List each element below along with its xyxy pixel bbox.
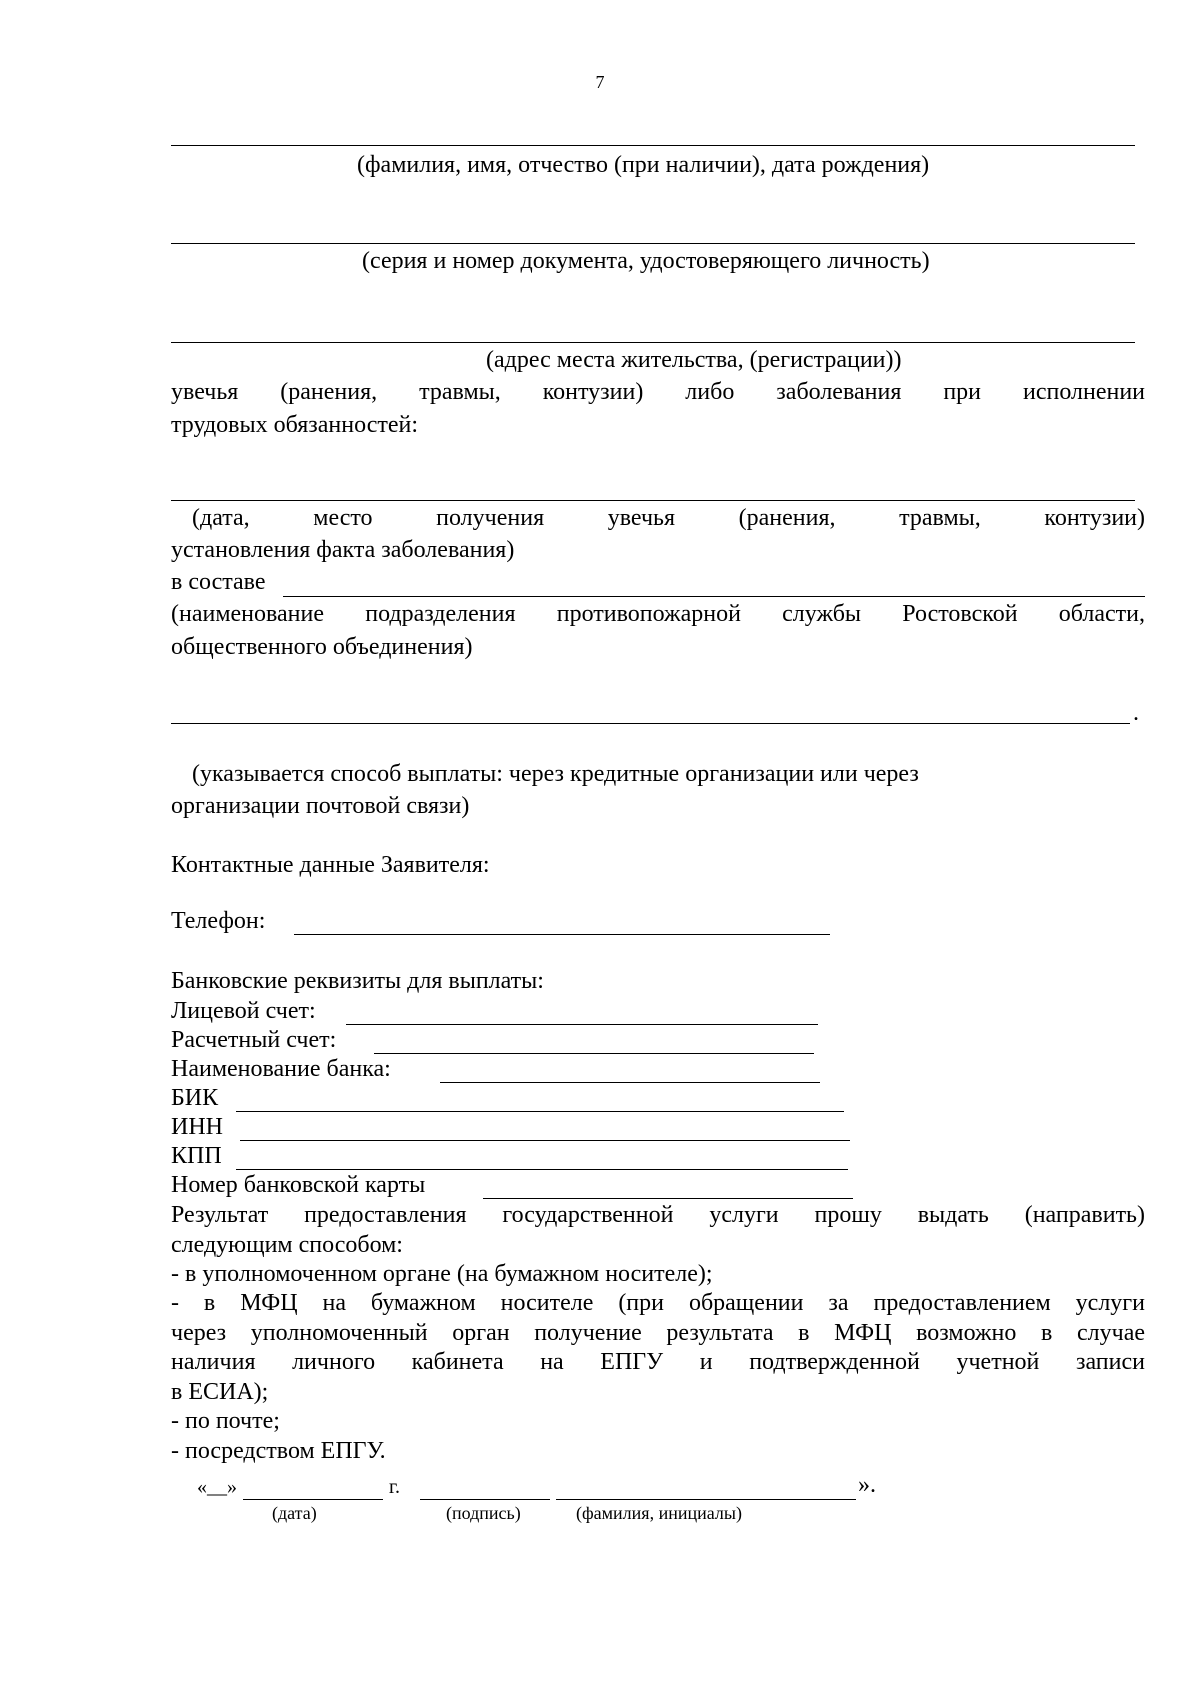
signature-name-label: (фамилия, инициалы)	[576, 1503, 742, 1523]
address-caption: (адрес места жительства, (регистрации))	[486, 347, 902, 373]
kpp-line[interactable]	[236, 1169, 848, 1170]
signature-name-line[interactable]	[556, 1499, 856, 1500]
signature-close-quote: ».	[858, 1472, 876, 1498]
card-number-line[interactable]	[483, 1198, 853, 1199]
bank-heading: Банковские реквизиты для выплаты:	[171, 968, 544, 994]
signature-sign-line[interactable]	[420, 1499, 550, 1500]
composition-line[interactable]	[283, 596, 1145, 597]
result-line-1: Результат предоставления государственной услуги прошу выдать (направить)	[171, 1202, 1145, 1228]
bank-field-card-number: Номер банковской карты	[171, 1172, 426, 1198]
bank-name-line[interactable]	[440, 1082, 820, 1083]
result-line-5: через уполномоченный орган получение результата в МФЦ возможно в случае	[171, 1320, 1145, 1346]
injury-text-line1: увечья (ранения, травмы, контузии) либо заболевания при исполнении	[171, 379, 1145, 405]
unit-caption-line2: общественного объединения)	[171, 634, 473, 660]
signature-date-line[interactable]	[243, 1499, 383, 1500]
payment-caption-line2: организации почтовой связи)	[171, 793, 470, 819]
page-number: 7	[595, 72, 605, 92]
result-line-2: следующим способом:	[171, 1232, 403, 1258]
in-composition-label: в составе	[171, 569, 266, 595]
result-line-7: в ЕСИА);	[171, 1379, 269, 1405]
bank-field-inn: ИНН	[171, 1114, 223, 1140]
result-line-3: - в уполномоченном органе (на бумажном носителе);	[171, 1261, 713, 1287]
bik-line[interactable]	[236, 1111, 844, 1112]
personal-account-line[interactable]	[346, 1024, 818, 1025]
bank-field-personal-account: Лицевой счет:	[171, 998, 316, 1024]
settlement-account-line[interactable]	[374, 1053, 814, 1054]
unit-caption-line1: (наименование подразделения противопожарной службы Ростовской области,	[171, 601, 1145, 627]
phone-input-line[interactable]	[294, 934, 830, 935]
passport-line[interactable]	[171, 243, 1135, 244]
period-mark: .	[1133, 700, 1139, 726]
result-line-9: - посредством ЕПГУ.	[171, 1438, 386, 1464]
date-place-caption-line2: установления факта заболевания)	[171, 537, 515, 563]
passport-caption: (серия и номер документа, удостоверяющего личность)	[362, 248, 930, 274]
result-line-4: - в МФЦ на бумажном носителе (при обращении за предоставлением услуги	[171, 1290, 1145, 1316]
bank-field-bank-name: Наименование банка:	[171, 1056, 391, 1082]
date-place-line[interactable]	[171, 500, 1135, 501]
payment-method-line[interactable]	[171, 723, 1130, 724]
signature-sign-label: (подпись)	[446, 1503, 521, 1523]
fio-caption: (фамилия, имя, отчество (при наличии), дата рождения)	[357, 152, 930, 178]
date-place-caption-line1: (дата, место получения увечья (ранения, травмы, контузии)	[192, 505, 1145, 531]
injury-text-line2: трудовых обязанностей:	[171, 412, 418, 438]
inn-line[interactable]	[240, 1140, 850, 1141]
result-line-6: наличия личного кабинета на ЕПГУ и подтвержденной учетной записи	[171, 1349, 1145, 1375]
address-line[interactable]	[171, 342, 1135, 343]
signature-open-quote: «__»	[197, 1476, 237, 1498]
contacts-heading: Контактные данные Заявителя:	[171, 852, 490, 878]
phone-label: Телефон:	[171, 908, 266, 934]
bank-field-bik: БИК	[171, 1085, 219, 1111]
fio-line[interactable]	[171, 145, 1135, 146]
payment-caption-line1: (указывается способ выплаты: через кредитные организации или через	[192, 761, 919, 787]
result-line-8: - по почте;	[171, 1408, 280, 1434]
bank-field-kpp: КПП	[171, 1143, 222, 1169]
signature-date-label: (дата)	[272, 1503, 317, 1523]
signature-year: г.	[389, 1476, 400, 1498]
bank-field-settlement-account: Расчетный счет:	[171, 1027, 337, 1053]
